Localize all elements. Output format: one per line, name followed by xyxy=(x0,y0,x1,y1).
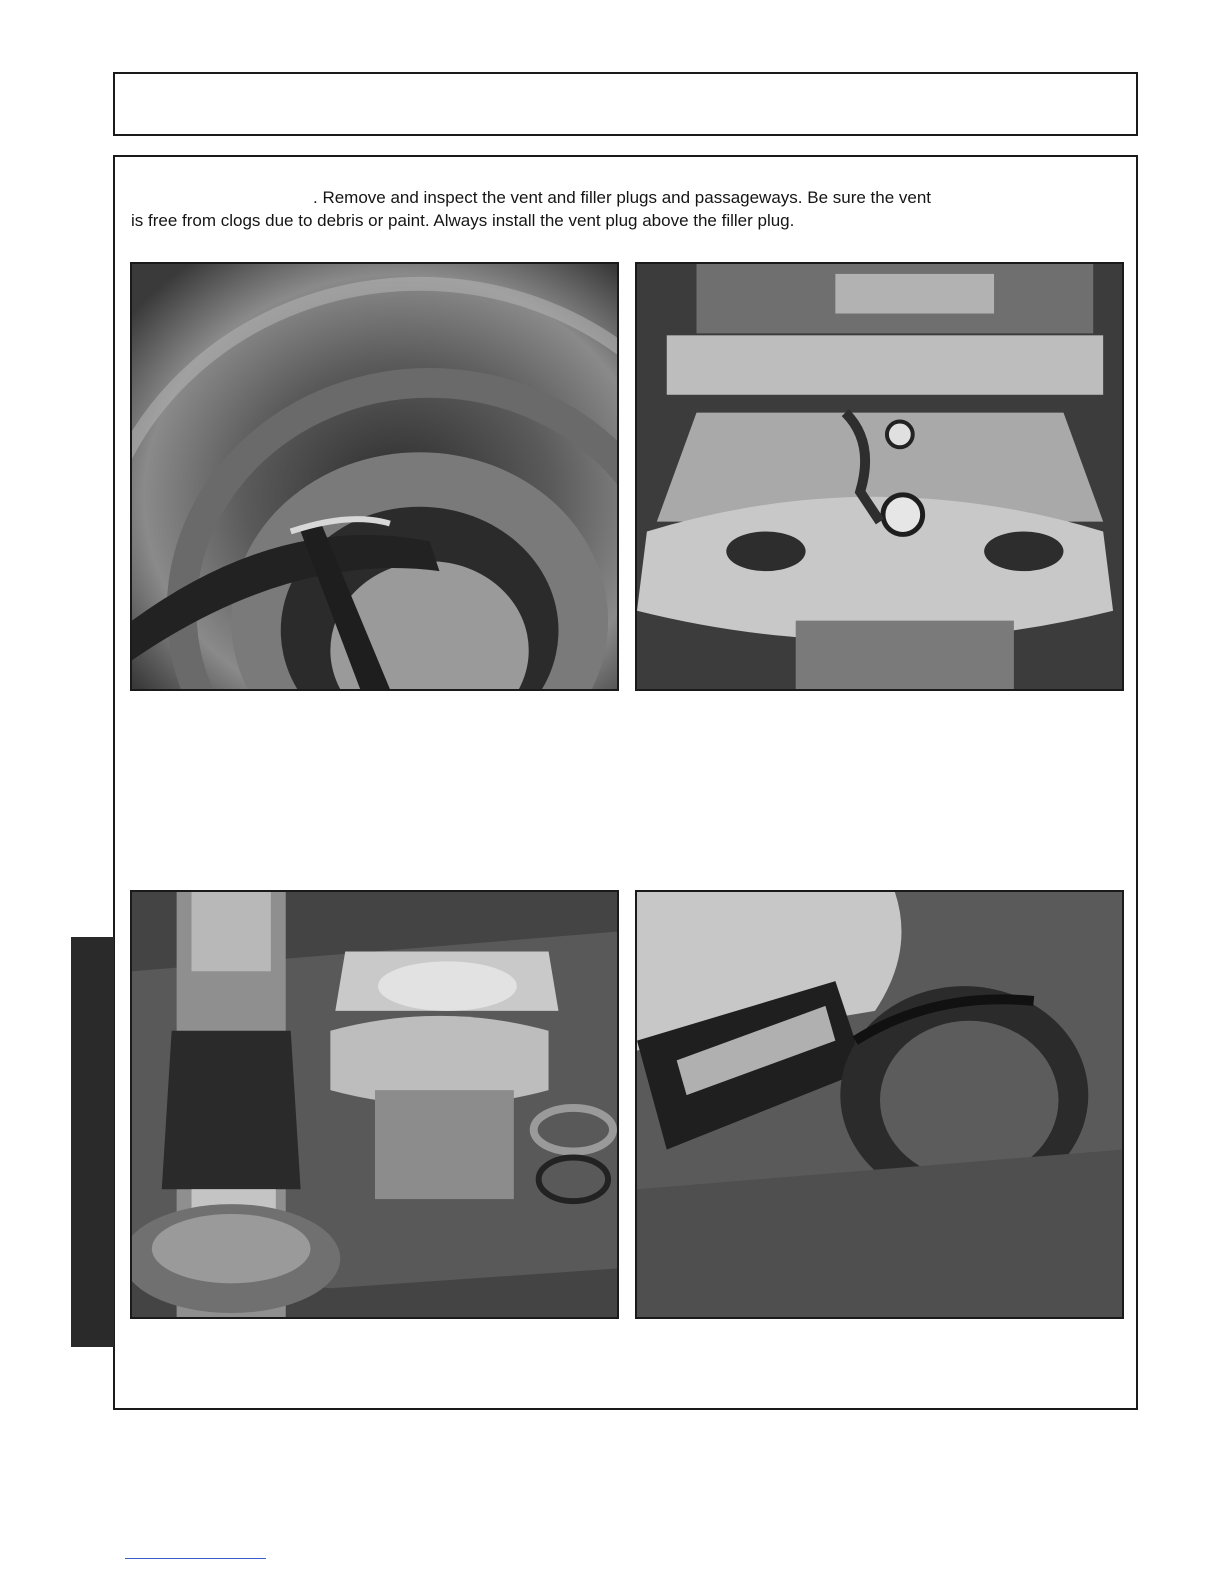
photo-housing-bore xyxy=(130,262,619,691)
intro-line-2: is free from clogs due to debris or paint. Always install the vent plug above the filler plug. xyxy=(131,211,795,230)
intro-line-1: . Remove and inspect the vent and filler plugs and passageways. Be sure the vent xyxy=(313,188,932,207)
intro-paragraph xyxy=(131,186,1111,232)
footer-link-underline[interactable] xyxy=(125,1558,266,1559)
gearbox-housing-bearing-bore-icon xyxy=(132,264,617,689)
silicone-sealant-on-seal-ring-icon xyxy=(637,892,1122,1317)
photo-flange-vent xyxy=(635,262,1124,691)
gearbox-shaft-and-housing-parts-icon xyxy=(132,892,617,1317)
photo-silicone-seal xyxy=(635,890,1124,1319)
gearbox-flange-vent-plug-icon xyxy=(637,264,1122,689)
header-box xyxy=(113,72,1138,136)
section-side-tab xyxy=(71,937,114,1347)
photo-shaft-housing xyxy=(130,890,619,1319)
